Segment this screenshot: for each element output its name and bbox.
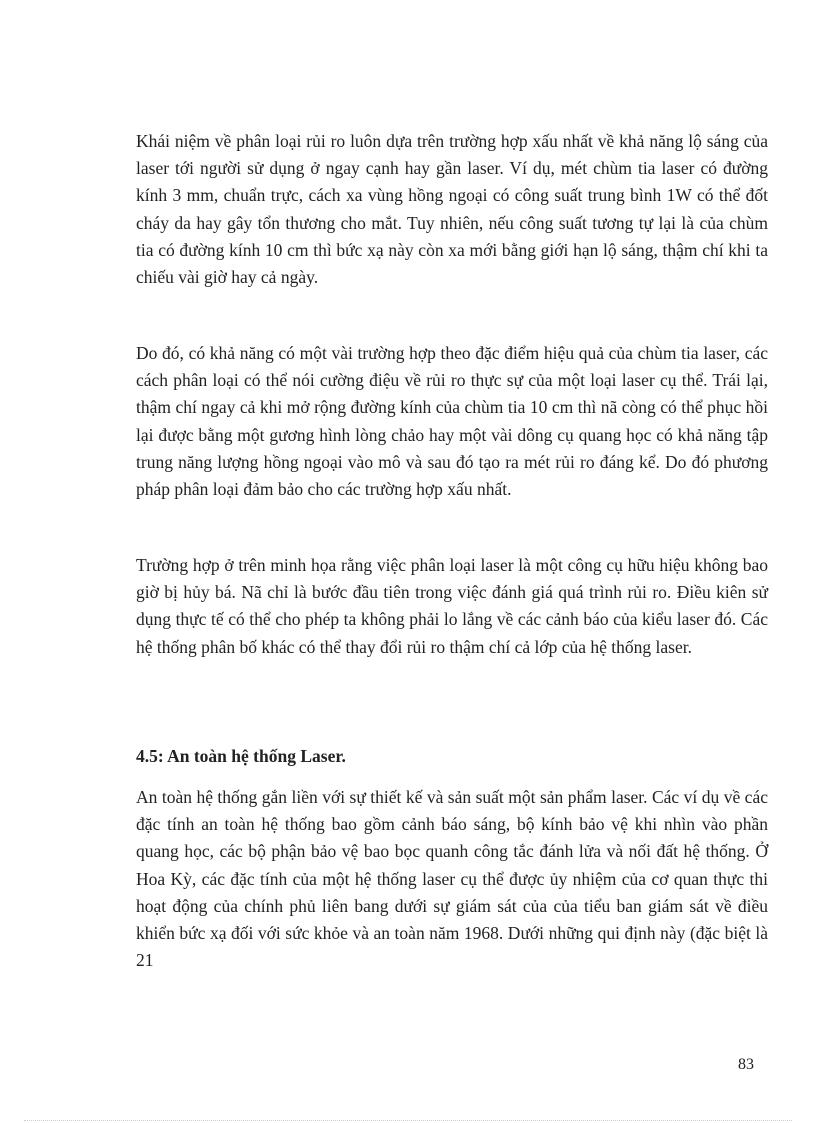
paragraph-risk-classification: Khái niệm về phân loại rủi ro luôn dựa trên trường hợp xấu nhất về khả năng lộ sáng của laser tới người sử dụng ở ngay cạnh hay gần laser. Ví dụ, mét chùm tia laser có đường kính 3 mm, chuẩn trực, cách xa vùng hồng ngoại có công suất trung bình 1W có thể đốt cháy da hay gây tổn thương cho mắt. Tuy nhiên, nếu công suất tương tự lại là của chùm tia có đường kính 10 cm thì bức xạ này còn xa mới bằng giới hạn lộ sáng, thậm chí khi ta chiếu vài giờ hay cả ngày. <box>136 131 768 288</box>
section-heading: 4.5: An toàn hệ thống Laser. <box>136 746 346 766</box>
paragraph-system-safety: An toàn hệ thống gắn liền với sự thiết kế và sản suất một sản phẩm laser. Các ví dụ về các đặc tính an toàn hệ thống bao gồm cảnh báo sáng, bộ kính bảo vệ khi nhìn vào phần quang học, các bộ phận bảo vệ bao bọc quanh công tắc đánh lửa và nối đất hệ thống. Ở Hoa Kỳ, các đặc tính của một hệ thống laser cụ thể được ủy nhiệm của cơ quan thực thi hoạt động của chính phủ liên bang dưới sự giám sát của của tiểu ban giám sát về điều khiển bức xạ đối với sức khỏe và an toàn năm 1968. Dưới những qui định này (đặc biệt là 21 <box>136 787 768 971</box>
footer-divider <box>24 1120 792 1121</box>
paragraph-classification-tool: Trường hợp ở trên minh họa rằng việc phân loại laser là một công cụ hữu hiệu không bao giờ bị hủy bá. Nã chỉ là bước đầu tiên trong việc đánh giá quá trình rủi ro. Điều kiên sử dụng thực tế có thể cho phép ta không phải lo lắng về các cảnh báo của kiểu laser đó. Các hệ thống phân bố khác có thể thay đổi rủi ro thậm chí cả lớp của hệ thống laser. <box>136 555 768 657</box>
page-number: 83 <box>738 1056 754 1073</box>
paragraph-overstated-risk: Do đó, có khả năng có một vài trường hợp theo đặc điểm hiệu quả của chùm tia laser, các cách phân loại có thể nói cường điệu về rủi ro thực sự của một loại laser cụ thể. Trái lại, thậm chí ngay cả khi mở rộng đường kính của chùm tia 10 cm thì nã còng có thể phục hồi lại được bằng một gương hình lòng chảo hay một vài dông cụ quang học có khả năng tập trung năng lượng hồng ngoại vào mô và sau đó tạo ra mét rủi ro đáng kể. Do đó phương pháp phân loại đảm bảo cho các trường hợp xấu nhất. <box>136 343 768 500</box>
